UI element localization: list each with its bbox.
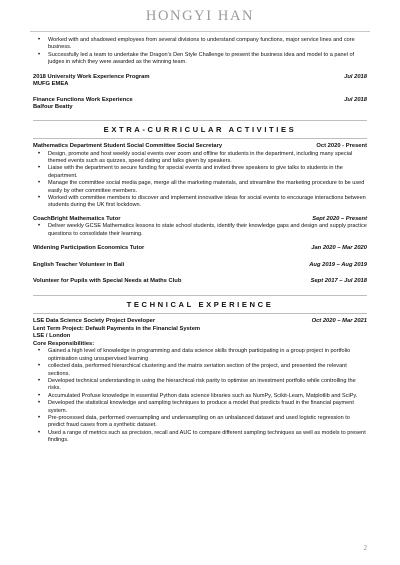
- entry-date: Oct 2020 - Present: [316, 143, 367, 149]
- entry-title: Widening Participation Economics Tutor: [33, 245, 145, 252]
- project-title: Lent Term Project: Default Payments in the Financial System: [33, 325, 201, 332]
- entry-title: Volunteer for Pupils with Special Needs at Maths Club: [33, 278, 182, 285]
- page-number: 2: [363, 544, 367, 552]
- activity-entry: [33, 262, 367, 270]
- list-item: • Liaise with the department to secure funding for special events and invited three speakers to give talks to students in the department.: [48, 165, 367, 180]
- core-responsibilities-label: Core Responsibilities:: [33, 340, 95, 347]
- list-item: • Design, promote and host weekly social events over zoom and offline for students in the department, including many special themed events such as quizzes, speed dating and talks given by speakers.: [48, 151, 367, 166]
- entry-date: Sept 2020 – Present: [312, 215, 367, 222]
- list-item: • Pre-processed data, performed oversampling and undersampling on an unbalanced dataset and used logistic regression to predict fraud cases from a synthetic dataset.: [48, 415, 367, 430]
- entry-date: Sept 2017 – Jul 2018: [310, 278, 367, 285]
- technical-entry: [33, 318, 367, 326]
- work-entry: [33, 74, 367, 82]
- work-entry: [33, 97, 367, 105]
- name-first: HONGYI: [145, 8, 213, 24]
- entry-org: MUFG EMEA: [33, 81, 69, 88]
- entry-title: English Teacher Volunteer in Bali: [33, 261, 125, 268]
- section-title-extracurricular: EXTRA-CURRICULAR ACTIVITIES: [103, 125, 297, 134]
- section-title-technical: TECHNICAL EXPERIENCE: [126, 300, 274, 310]
- entry-date: Oct 2020 – Mar 2021: [311, 318, 367, 325]
- name-divider: [30, 31, 370, 32]
- list-item: • Worked with committee members to discover and implement innovative ideas for social events to encourage interactions between students during the UK first lockdown.: [48, 195, 367, 210]
- activity-entry: [33, 245, 367, 253]
- list-item: • Developed the statistical knowledge and sampling techniques to produce a model that predicts fraud in the financial payment system.: [48, 400, 367, 415]
- activity-entry: [33, 216, 367, 224]
- list-item: • Worked with and shadowed employees from several divisions to understand company functions, major service lines and core business.: [48, 37, 367, 52]
- list-item: • Successfully led a team to undertake the Dragon’s Den Style Challenge to present the business idea and model to a panel of judges in which they were awarded as the winning team.: [48, 52, 367, 67]
- entry-title: LSE Data Science Society Project Developer: [33, 318, 156, 325]
- activity-entry: [33, 278, 367, 286]
- activity-bullet-list: [33, 151, 367, 210]
- entry-org: Balfour Beatty: [33, 104, 73, 111]
- activity-bullet-list: [33, 223, 367, 238]
- entry-date: Aug 2019 – Aug 2019: [309, 261, 367, 268]
- entry-title: CoachBright Mathematics Tutor: [33, 215, 121, 222]
- name-last: HAN: [217, 8, 255, 24]
- project-location: LSE / London: [33, 333, 71, 340]
- list-item: • Accumulated Profuse knowledge in essential Python data science libraries such as NumPy, Scikit-Learn, Matplotlib and SciPy.: [48, 393, 367, 400]
- resume-name: [0, 8, 400, 25]
- entry-title: Mathematics Department Student Social Committee Social Secretary: [33, 143, 223, 149]
- activity-entry: [33, 143, 367, 151]
- entry-date: Jul 2018: [344, 96, 367, 103]
- top-bullet-list: [33, 37, 367, 67]
- entry-date: Jan 2020 – Mar 2020: [311, 245, 367, 252]
- technical-bullet-list: [33, 348, 367, 444]
- resume-content: [33, 37, 367, 445]
- list-item: • Deliver weekly GCSE Mathematics lessons to state school students, identify their knowledge gaps and design and supply practice questions to consolidate their learning.: [48, 223, 367, 238]
- list-item: • Developed technical understanding in using the hierarchical risk parity to optimise an investment portfolio while controlling the risks.: [48, 378, 367, 393]
- list-item: • Manage the committee social media page, merge all the marketing materials, and streamline the marketing procedure to be used easily by other committee members.: [48, 180, 367, 195]
- entry-title: Finance Functions Work Experience: [33, 96, 133, 103]
- list-item: • Gained a high level of knowledge in programming and data science skills through participating in a group project in portfolio optimisation using unsupervised learning: [48, 348, 367, 363]
- entry-date: Jul 2018: [344, 73, 367, 80]
- entry-title: 2018 University Work Experience Program: [33, 73, 150, 80]
- list-item: • Used a range of metrics such as precision, recall and AUC to compare different sampling techniques as well as models to present findings.: [48, 430, 367, 445]
- list-item: • collected data, performed hierarchical clustering and the matrix seriation section of the project, and presented the relevant sections.: [48, 363, 367, 378]
